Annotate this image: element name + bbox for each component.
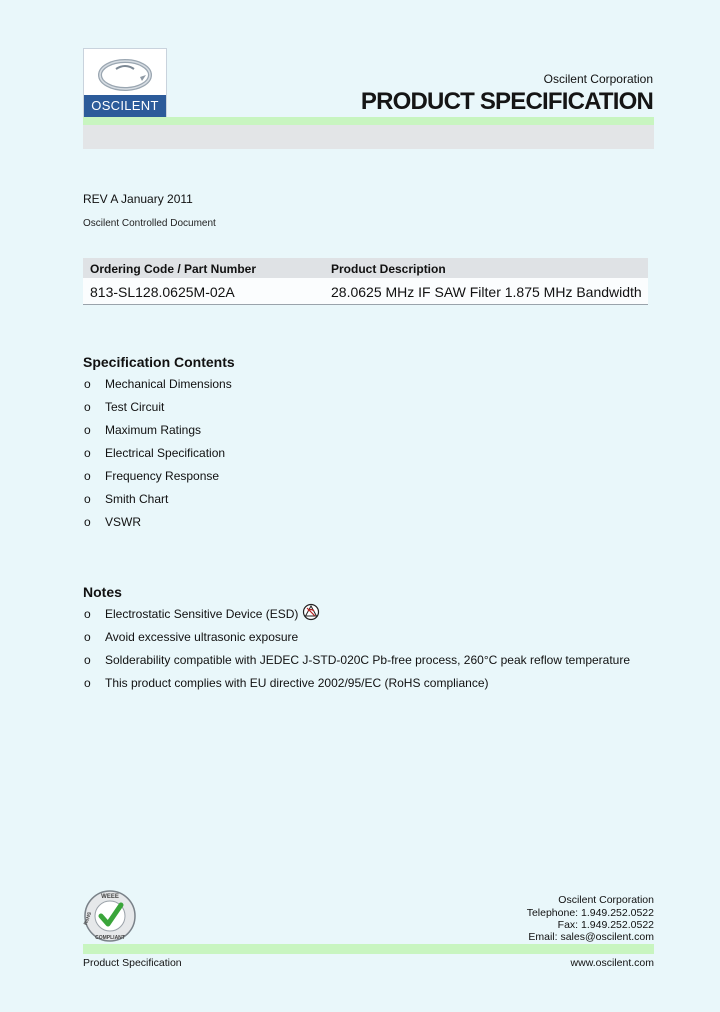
note-item-esd: Electrostatic Sensitive Device (ESD)	[105, 607, 299, 621]
header-green-bar	[83, 117, 654, 125]
footer-fax: Fax: 1.949.252.0522	[557, 919, 654, 931]
badge-text-bottom: COMPLIANT	[95, 935, 125, 941]
header-gray-bar	[83, 125, 654, 149]
footer-email: Email: sales@oscilent.com	[528, 931, 654, 943]
controlled-document-text: Oscilent Controlled Document	[83, 218, 216, 229]
bullet: o	[84, 515, 91, 529]
company-logo	[83, 48, 167, 118]
page-title: PRODUCT SPECIFICATION	[360, 88, 653, 115]
bullet: o	[84, 400, 91, 414]
list-item: Test Circuit	[105, 400, 165, 414]
badge-text-top: WEEE	[101, 894, 119, 900]
bullet: o	[84, 653, 91, 667]
logo-ring-icon	[96, 55, 154, 95]
bullet: o	[84, 607, 91, 621]
footer-telephone: Telephone: 1.949.252.0522	[526, 907, 654, 919]
bullet: o	[84, 469, 91, 483]
bullet: o	[84, 446, 91, 460]
footer-green-bar	[83, 944, 654, 954]
bullet: o	[84, 676, 91, 690]
list-item: Mechanical Dimensions	[105, 377, 232, 391]
note-item: Solderability compatible with JEDEC J-STD-020C Pb-free process, 260°C peak reflow temperature	[105, 653, 631, 667]
list-item: Smith Chart	[105, 492, 169, 506]
list-item: Electrical Specification	[105, 446, 226, 460]
note-item: This product complies with EU directive 2002/95/EC (RoHS compliance)	[105, 676, 489, 690]
bullet: o	[84, 423, 91, 437]
footer-doc-label: Product Specification	[83, 957, 182, 969]
bullet: o	[84, 630, 91, 644]
list-item: VSWR	[105, 515, 141, 529]
list-item: Frequency Response	[105, 469, 220, 483]
list-item: Maximum Ratings	[105, 423, 202, 437]
description-cell: 28.0625 MHz IF SAW Filter 1.875 MHz Bandwidth	[331, 284, 642, 300]
rohs-weee-badge-icon	[83, 889, 137, 943]
footer-website-link[interactable]: www.oscilent.com	[570, 957, 654, 969]
contents-heading: Specification Contents	[83, 354, 235, 370]
revision-text: REV A January 2011	[83, 192, 193, 206]
table-header-description: Product Description	[331, 262, 446, 276]
bullet: o	[84, 377, 91, 391]
badge-text-left: RoHS	[83, 911, 94, 927]
logo-text: OSCILENT	[84, 95, 166, 117]
esd-symbol-icon	[302, 603, 320, 621]
table-header-part-number: Ordering Code / Part Number	[90, 262, 257, 276]
notes-heading: Notes	[83, 584, 122, 600]
bullet: o	[84, 492, 91, 506]
part-number-cell: 813-SL128.0625M-02A	[90, 284, 235, 300]
note-item: Avoid excessive ultrasonic exposure	[105, 630, 299, 644]
footer-company: Oscilent Corporation	[558, 894, 654, 906]
table-bottom-rule	[83, 304, 648, 305]
company-name: Oscilent Corporation	[543, 72, 653, 86]
